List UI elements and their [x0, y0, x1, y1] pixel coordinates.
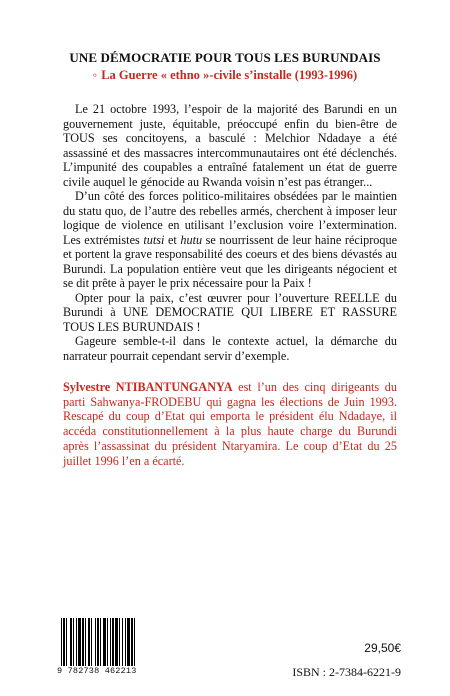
term-hutu: hutu — [180, 232, 203, 247]
author-name: Sylvestre NTIBANTUNGANYA — [63, 380, 233, 394]
paragraph-conj: et — [164, 232, 181, 247]
barcode-digits: 9 782738 462213 — [57, 666, 137, 676]
cover-title: UNE DÉMOCRATIE POUR TOUS LES BURUNDAIS — [69, 50, 381, 65]
author-paragraph — [63, 380, 397, 468]
blurb-text — [63, 102, 397, 363]
barcode-icon — [61, 618, 177, 670]
paragraph: Opter pour la paix, c’est œuvrer pour l’ouverture REELLE du Burundi à UNE DEMOCRATIE QUI LIBERE ET RASSURE TOUS LES BURUNDAIS ! — [63, 290, 397, 334]
paragraph: Gageure semble-t-il dans le contexte actuel, la démarche du narrateur pourrait cependant servir d’exemple. — [63, 334, 397, 363]
price-label: 29,50€ — [364, 641, 401, 655]
paragraph-start: D’un côté des forces politico-militaires obsédées par le maintien du statu quo, de l’autre des rebelles armés, cherchent à imposer leur logique de violence en utilisant l’exclusion voire l’extermination. Les extrémistes — [63, 189, 397, 247]
paragraph — [63, 189, 397, 291]
paragraph: Le 21 octobre 1993, l’espoir de la majorité des Barundi en un gouvernement juste, équitable, préoccupé enfin du bien-être de TOUS ses concitoyens, a basculé : Melchior Ndadaye a été assassiné et des massacres intercommunautaires ont été déclenchés. L’impunité des coupables a entraîné fatalement un état de guerre civile auquel le génocide au Rwanda voisin n’est pas étranger... — [63, 102, 397, 189]
isbn-label: ISBN : 2-7384-6221-9 — [292, 665, 401, 679]
paragraph-end: se nourrissent de leur haine réciproque et portent la grave responsabilité des coeurs et des biens dévastés au Burundi. La population entière veut que les dirigeants négocient et se dit prête à payer le prix nécessaire pour la Paix ! — [63, 232, 398, 290]
author-description: est l’un des cinq dirigeants du parti Sahwanya-FRODEBU qui gagna les élections de Juin 1993. Rescapé du coup d’Etat qui emporta le président élu Ndadaye, il accéda constitutionnellement à la plus haute charge du Burundi après l’assassinat du président Ntaryamira. Le coup d’Etat du 25 juillet 1996 l’en a écarté. — [63, 380, 397, 468]
term-tutsi: tutsi — [143, 232, 165, 247]
bullet-icon: ◦ — [92, 68, 98, 82]
cover-subtitle — [0, 68, 450, 83]
subtitle-text: La Guerre « ethno »-civile s’installe (1993-1996) — [101, 68, 358, 82]
author-bio — [63, 380, 397, 468]
